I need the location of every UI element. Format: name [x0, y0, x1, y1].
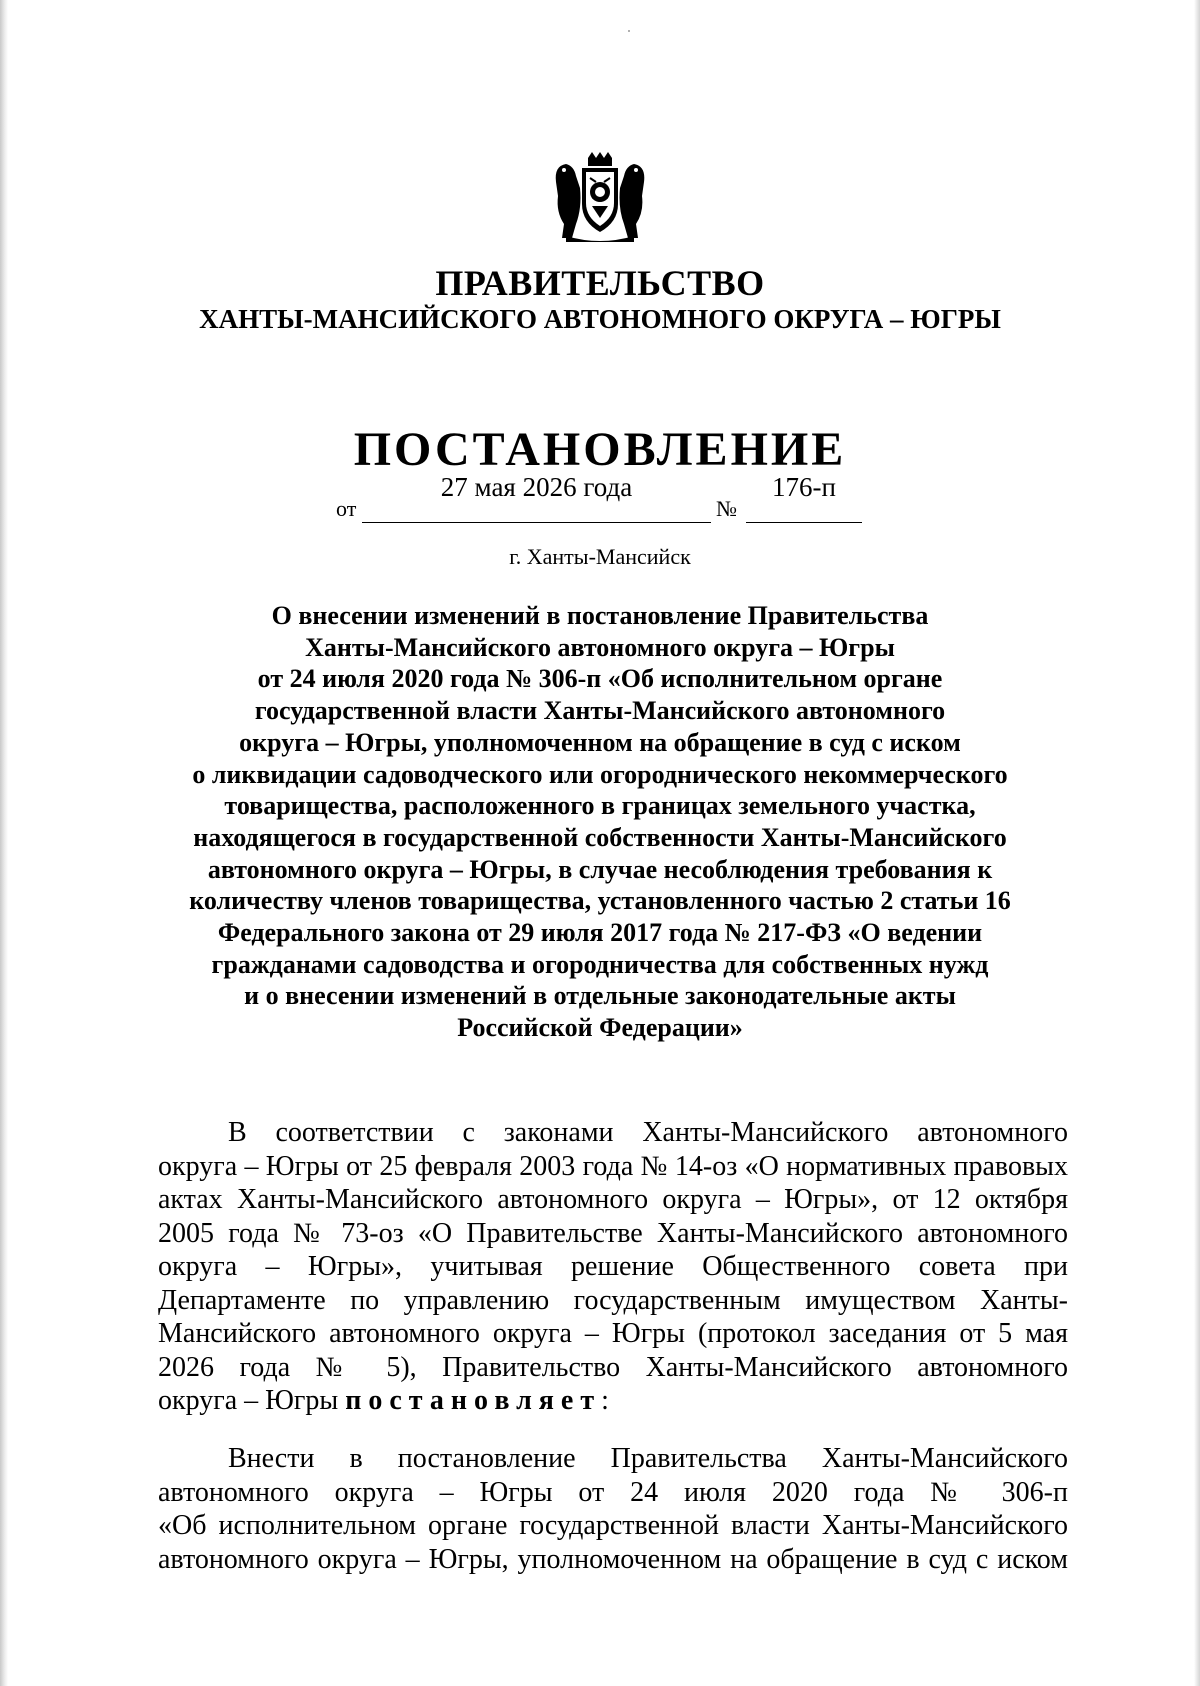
document-type-heading: ПОСТАНОВЛЕНИЕ — [353, 423, 847, 476]
scan-edge-left — [0, 0, 8, 1686]
subject-line: от 24 июля 2020 года № 306-п «Об исполнительном органе — [257, 664, 943, 694]
body-line: автономного округа – Югры от 24 июля 2020 года № 306-п — [158, 1476, 1068, 1508]
scan-edge-right — [1194, 0, 1200, 1686]
number-underline — [746, 522, 862, 523]
date-prefix: от — [336, 496, 357, 521]
body-line: «Об исполнительном органе государственной власти Ханты-Мансийского — [158, 1510, 1068, 1541]
org-title-line-1: ПРАВИТЕЛЬСТВО — [435, 263, 765, 303]
body-line: округа – Югры от 25 февраля 2003 года № 14-оз «О нормативных правовых — [158, 1150, 1068, 1182]
subject-line: государственной власти Ханты-Мансийского автономного — [254, 696, 946, 726]
body-line: В соответствии с законами Ханты-Мансийского автономного — [228, 1117, 1068, 1148]
subject-line: о ликвидации садоводческого или огороднического некоммерческого — [192, 759, 1008, 789]
number-prefix: № — [716, 496, 737, 521]
org-title-line-2: ХАНТЫ-МАНСИЙСКОГО АВТОНОМНОГО ОКРУГА – ЮГРЫ — [199, 304, 1001, 334]
scan-speck — [628, 30, 630, 32]
body-line: 2005 года № 73-оз «О Правительстве Ханты-Мансийского автономного — [158, 1217, 1068, 1249]
subject-line: Федерального закона от 29 июля 2017 года № 217-ФЗ «О ведении — [217, 918, 983, 948]
body-line: Департаменте по управлению государственным имуществом Ханты- — [158, 1284, 1068, 1316]
body-line: актах Ханты-Мансийского автономного округа – Югры», от 12 октября — [158, 1184, 1068, 1215]
body-line: Мансийского автономного округа – Югры (протокол заседания от 5 мая — [158, 1318, 1068, 1349]
body-paragraph-2 — [158, 1442, 1068, 1576]
resolution-suffix: : — [601, 1385, 609, 1416]
body-line: автономного округа – Югры, уполномоченном на обращение в суд с иском — [158, 1543, 1068, 1575]
subject-line: Ханты-Мансийского автономного округа – Югры — [305, 632, 895, 662]
body-line-resolution — [158, 1384, 1068, 1418]
subject-line: автономного округа – Югры, в случае несоблюдения требования к — [207, 854, 993, 884]
coat-of-arms-icon — [552, 152, 648, 244]
document-subject — [150, 600, 1050, 1044]
body-line: 2026 года № 5), Правительство Ханты-Мансийского автономного — [158, 1351, 1068, 1383]
subject-line: количеству членов товарищества, установленного частью 2 статьи 16 — [189, 886, 1011, 916]
subject-line: гражданами садоводства и огородничества для собственных нужд — [211, 949, 989, 979]
body-line: Внести в постановление Правительства Ханты-Мансийского — [228, 1443, 1068, 1474]
resolution-prefix: округа – Югры — [158, 1385, 346, 1416]
subject-line: Российской Федерации» — [457, 1013, 743, 1043]
subject-line: О внесении изменений в постановление Правительства — [271, 601, 929, 630]
document-number: 176-п — [772, 472, 836, 502]
document-date: 27 мая 2026 года — [440, 472, 633, 502]
date-number-row — [0, 470, 1200, 530]
subject-line: находящегося в государственной собственности Ханты-Мансийского — [193, 822, 1007, 852]
subject-line: и о внесении изменений в отдельные законодательные акты — [244, 981, 956, 1011]
resolution-keyword: постановляет — [345, 1385, 602, 1416]
body-paragraph-1 — [158, 1116, 1068, 1418]
subject-line: округа – Югры, уполномоченном на обращение в суд с иском — [239, 727, 961, 757]
subject-line: товарищества, расположенного в границах земельного участка, — [224, 791, 976, 821]
document-city: г. Ханты-Мансийск — [509, 544, 691, 569]
date-underline — [362, 522, 711, 523]
body-line: округа – Югры», учитывая решение Общественного совета при — [158, 1251, 1068, 1282]
